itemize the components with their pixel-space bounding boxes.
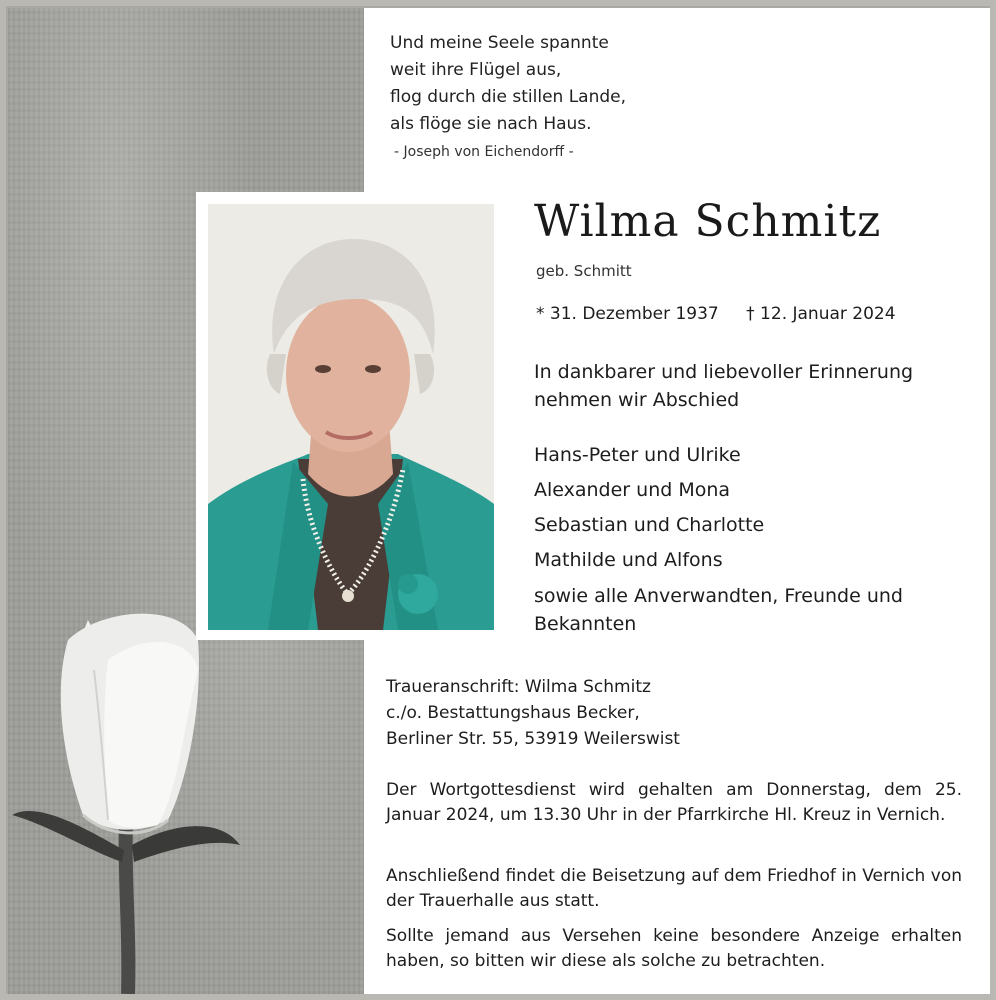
life-dates [536, 304, 896, 324]
mourner-entry: Mathilde und Alfons [534, 549, 723, 571]
mourners-closing: sowie alle Anverwandten, Freunde und Bekannten [534, 585, 903, 635]
mourners-list [534, 438, 974, 638]
mourner-entry: Alexander und Mona [534, 479, 731, 501]
address-line: Traueranschrift: Wilma Schmitz [386, 677, 651, 697]
tribute-text: In dankbarer und liebevoller Erinnerung nehmen wir Abschied [534, 361, 914, 411]
mourner-entry: Hans-Peter und Ulrike [534, 444, 741, 466]
poem-quote [390, 30, 750, 138]
maiden-name: geb. Schmitt [536, 262, 632, 280]
condolence-address [386, 674, 806, 752]
notice-paragraph: Sollte jemand aus Versehen keine besondere Anzeige erhalten haben, so bitten wir diese als solche zu betrachten. [386, 926, 962, 971]
white-rose-image [8, 600, 248, 994]
death-date: † 12. Januar 2024 [746, 304, 896, 324]
service-paragraph: Der Wortgottesdienst wird gehalten am Donnerstag, dem 25. Januar 2024, um 13.30 Uhr in der Pfarrkirche Hl. Kreuz in Vernich. [386, 780, 962, 825]
mourner-entry: Sebastian und Charlotte [534, 514, 765, 536]
portrait-photo [208, 204, 494, 630]
deceased-name: Wilma Schmitz [534, 196, 882, 247]
birth-date: * 31. Dezember 1937 [536, 304, 719, 324]
quote-line: als flöge sie nach Haus. [390, 114, 592, 134]
quote-line: flog durch die stillen Lande, [390, 87, 627, 107]
address-line: c./o. Bestattungshaus Becker, [386, 703, 640, 723]
burial-paragraph: Anschließend findet die Beisetzung auf dem Friedhof in Vernich von der Trauerhalle aus statt. [386, 866, 962, 911]
quote-author: - Joseph von Eichendorff - [394, 144, 574, 160]
quote-line: weit ihre Flügel aus, [390, 60, 562, 80]
address-line: Berliner Str. 55, 53919 Weilerswist [386, 729, 680, 749]
quote-line: Und meine Seele spannte [390, 33, 609, 53]
